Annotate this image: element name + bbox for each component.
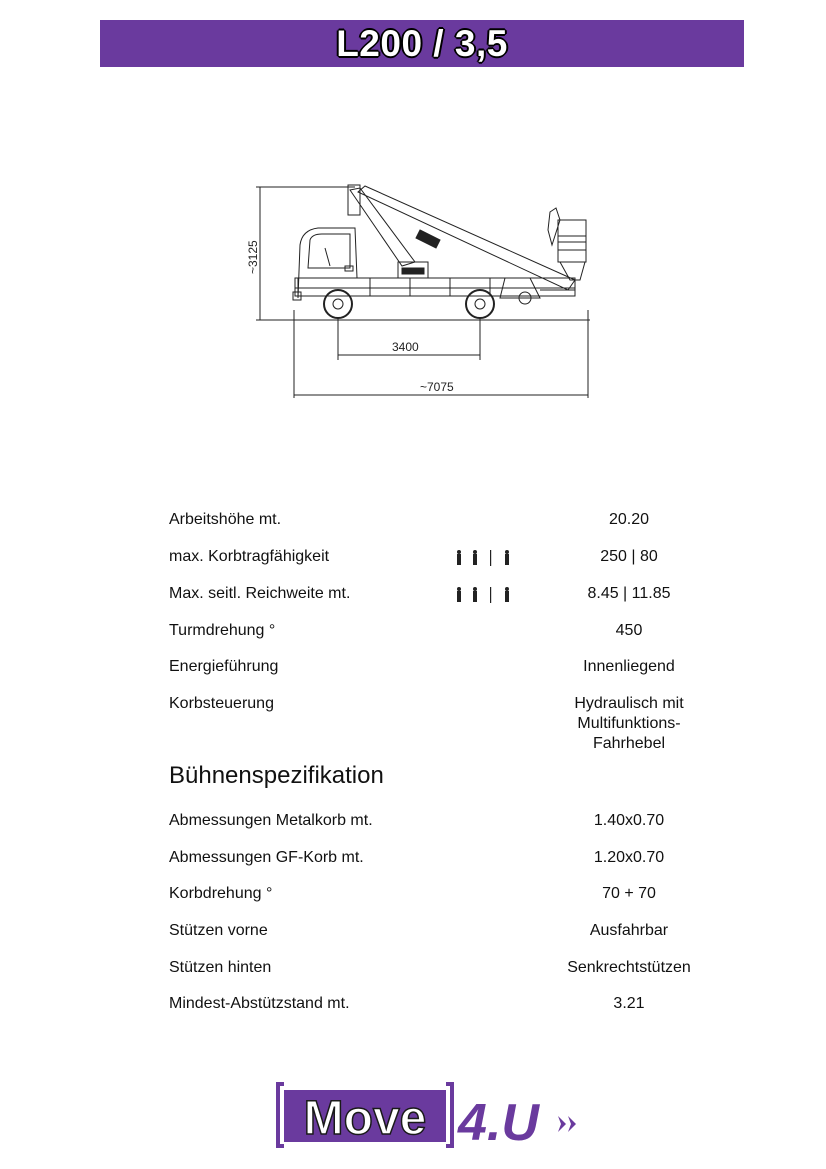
person-capacity-icon [455, 549, 515, 567]
spec-value-line: Fahrhebel [592, 735, 666, 752]
spec-label: Stützen vorne [169, 922, 268, 939]
spec-value: 3.21 [613, 995, 645, 1012]
spec-label: Stützen hinten [169, 959, 272, 976]
spec-value: 70 + 70 [602, 885, 656, 902]
chevron-right-icon [558, 1116, 576, 1132]
spec-value: 250 | 80 [600, 548, 658, 565]
spec-value: 450 [615, 622, 643, 639]
page-title: L200 / 3,5 [336, 22, 508, 64]
wheelbase-dimension-label: 3400 [392, 340, 419, 354]
spec-label: Arbeitshöhe mt. [169, 511, 282, 528]
spec-label: Korbdrehung ° [169, 885, 273, 902]
spec-value: 1.20x0.70 [593, 849, 665, 866]
spec-label: Energieführung [169, 658, 279, 675]
spec-value: 20.20 [608, 511, 650, 528]
spec-label: Abmessungen GF-Korb mt. [169, 849, 364, 866]
spec-value: 1.40x0.70 [593, 812, 665, 829]
height-dimension-label: ~3125 [246, 240, 260, 274]
logo-move-text: Move [303, 1092, 427, 1145]
truck-platform-drawing [230, 170, 610, 410]
spec-value: Ausfahrbar [589, 922, 669, 939]
spec-value-line: Hydraulisch mit [574, 695, 684, 712]
spec-label: Max. seitl. Reichweite mt. [169, 585, 351, 602]
spec-label: Korbsteuerung [169, 695, 274, 712]
spec-label: Mindest-Abstützstand mt. [169, 995, 350, 1012]
title-bar [100, 20, 744, 67]
spec-value: Senkrechtstützen [567, 959, 691, 976]
spec-label: Turmdrehung ° [169, 622, 276, 639]
move4u-logo [274, 1080, 584, 1150]
logo-4u-text: 4.U [458, 1094, 539, 1150]
length-dimension-label: ~7075 [420, 380, 454, 394]
spec-value: Innenliegend [583, 658, 675, 675]
spec-value: 8.45 | 11.85 [587, 585, 671, 602]
section-heading: Bühnenspezifikation [169, 762, 384, 789]
spec-label: Abmessungen Metalkorb mt. [169, 812, 373, 829]
spec-value-line: Multifunktions- [577, 715, 681, 732]
spec-label: max. Korbtragfähigkeit [169, 548, 330, 565]
person-capacity-icon [455, 586, 515, 604]
